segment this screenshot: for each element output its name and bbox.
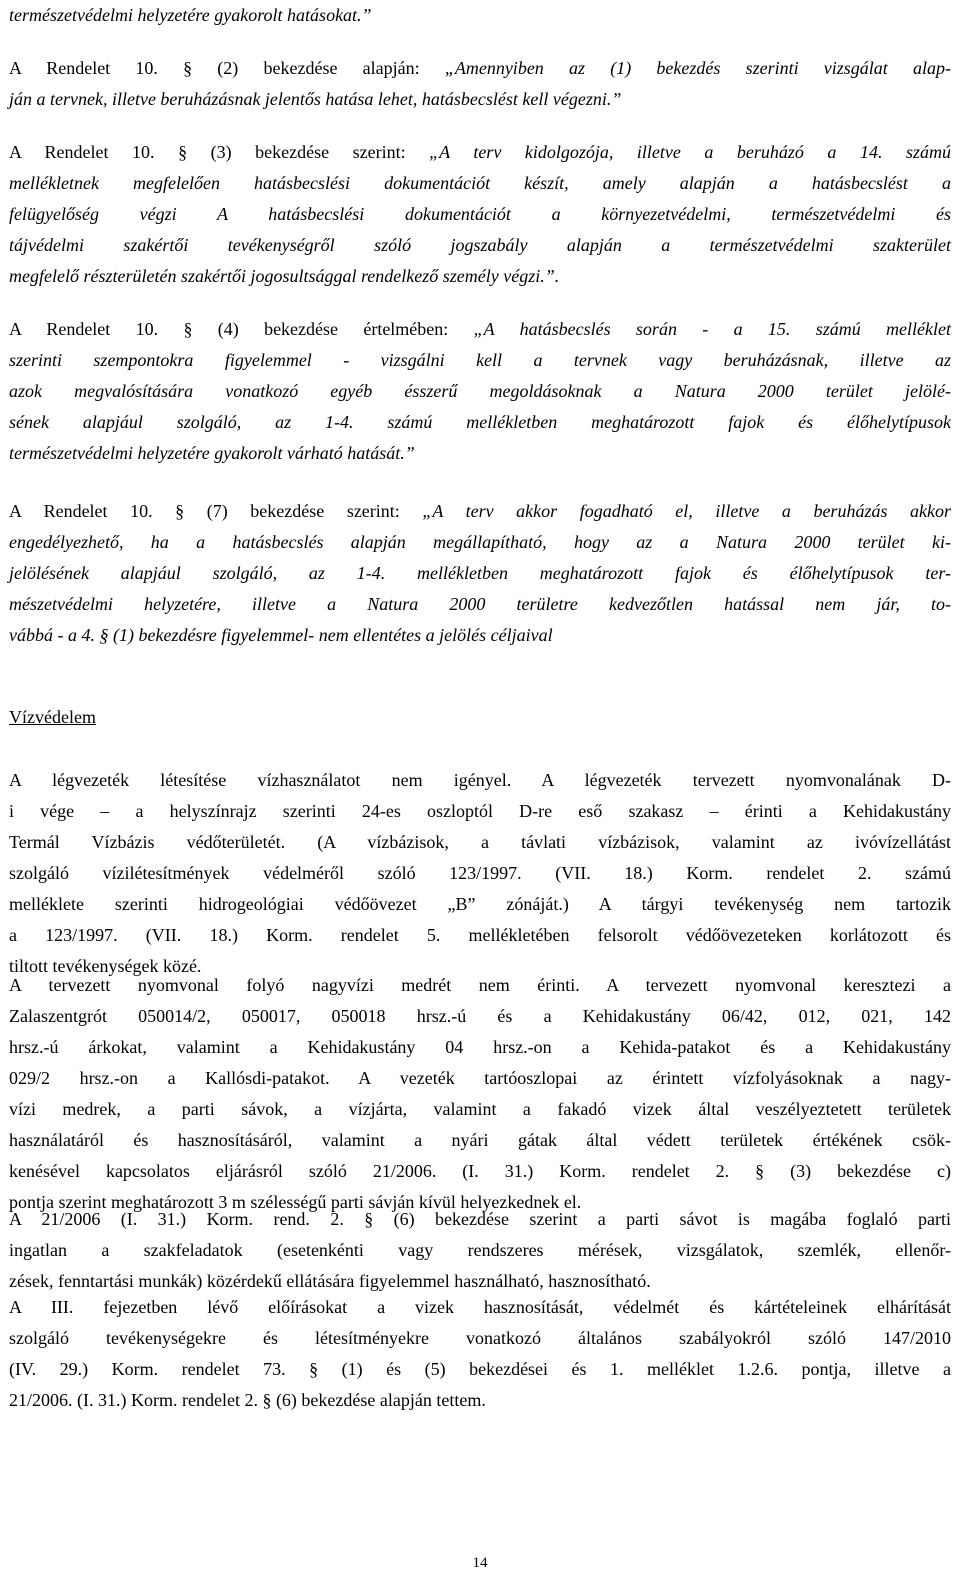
text-line <box>9 589 951 620</box>
text-line <box>9 1292 951 1323</box>
quoted-text: engedélyezhető, ha a hatásbecslés alapján megállapítható, hogy az a Natura 2000 terület ki- <box>9 532 951 552</box>
quoted-text: természetvédelmi helyzetére gyakorolt hatásokat.” <box>9 5 372 25</box>
text-segment: tiltott tevékenységek közé. <box>9 956 202 976</box>
section-heading-vizvedelem: Vízvédelem <box>9 707 96 727</box>
text-line <box>9 1001 951 1032</box>
text-segment: i vége – a helyszínrajz szerinti 24-es oszloptól D-re eső szakasz – érinti a Kehidakustány <box>9 801 951 821</box>
text-line <box>9 920 951 951</box>
text-line <box>9 261 951 292</box>
text-line <box>9 858 951 889</box>
text-line <box>9 1094 951 1125</box>
text-segment: A légvezeték létesítése vízhasználatot nem igényel. A légvezeték tervezett nyomvonalának D- <box>9 770 951 790</box>
text-line <box>9 1323 951 1354</box>
quoted-text: megfelelő részterületén szakértői jogosultsággal rendelkező személy végzi.”. <box>9 266 560 286</box>
text-segment: hrsz.-ú árkokat, valamint a Kehidakustány 04 hrsz.-on a Kehida-patakot és a Kehidakustány <box>9 1037 951 1057</box>
text-line <box>9 1204 951 1235</box>
text-line <box>9 376 951 407</box>
quoted-text: sének alapjául szolgáló, az 1-4. számú mellékletben meghatározott fajok és élőhelytípusok <box>9 412 951 432</box>
text-line <box>9 1032 951 1063</box>
text-segment: kenésével kapcsolatos eljárásról szóló 21/2006. (I. 31.) Korm. rendelet 2. § (3) bekezdése c) <box>9 1161 951 1181</box>
paragraph-vizvedelem-4 <box>9 1292 951 1416</box>
quoted-text: mellékletnek megfelelően hatásbecslési dokumentációt készít, amely alapján a hatásbecslést a <box>9 173 951 193</box>
text-segment: (IV. 29.) Korm. rendelet 73. § (1) és (5) bekezdései és 1. melléklet 1.2.6. pontja, illetve a <box>9 1359 951 1379</box>
text-segment: a 123/1997. (VII. 18.) Korm. rendelet 5. mellékletében felsorolt védőövezeteken korlátozott és <box>9 925 951 945</box>
text-line <box>9 496 951 527</box>
quoted-text: mészetvédelmi helyzetére, illetve a Natura 2000 területre kedvezőtlen hatással nem jár, to- <box>9 594 951 614</box>
quoted-text: természetvédelmi helyzetére gyakorolt várható hatását.” <box>9 443 415 463</box>
text-segment: szolgáló tevékenységekre és létesítményekre vonatkozó általános szabályokról szóló 147/2010 <box>9 1328 951 1348</box>
quoted-text: „A hatásbecslés során - a 15. számú melléklet <box>473 319 951 339</box>
page-number: 14 <box>472 1555 488 1571</box>
paragraph-rendelet-10-2 <box>9 53 951 115</box>
text-segment: A Rendelet 10. § (4) bekezdése értelmében: <box>9 319 474 339</box>
text-segment: 21/2006. (I. 31.) Korm. rendelet 2. § (6) bekezdése alapján tettem. <box>9 1390 486 1410</box>
paragraph-rendelet-10-7 <box>9 496 951 651</box>
quoted-text: jelölésének alapjául szolgáló, az 1-4. mellékletben meghatározott fajok és élőhelytípusok ter- <box>9 563 951 583</box>
text-line <box>9 970 951 1001</box>
text-line <box>9 796 951 827</box>
text-line <box>9 137 951 168</box>
text-line <box>9 168 951 199</box>
quoted-text: „Amennyiben az (1) bekezdés szerinti vizsgálat alap- <box>444 58 951 78</box>
text-segment: A Rendelet 10. § (3) bekezdése szerint: <box>9 142 430 162</box>
text-segment: szolgáló vízilétesítmények védelméről szóló 123/1997. (VII. 18.) Korm. rendelet 2. számú <box>9 863 951 883</box>
text-line <box>9 889 951 920</box>
text-line <box>9 438 951 469</box>
text-segment: használatáról és hasznosításáról, valamint a nyári gátak által védett területek értékének csök- <box>9 1130 951 1150</box>
quoted-text: felügyelőség végzi A hatásbecslési dokumentációt a környezetvédelmi, természetvédelmi és <box>9 204 951 224</box>
text-segment: A tervezett nyomvonal folyó nagyvízi medrét nem érinti. A tervezett nyomvonal keresztezi a <box>9 975 951 995</box>
text-line <box>9 230 951 261</box>
quoted-text: „A terv akkor fogadható el, illetve a beruházás akkor <box>422 501 951 521</box>
text-line <box>9 0 951 31</box>
paragraph-continued <box>9 0 951 31</box>
quoted-text: tájvédelmi szakértői tevékenységről szóló jogszabály alapján a természetvédelmi szakterület <box>9 235 951 255</box>
text-line <box>9 1156 951 1187</box>
paragraph-rendelet-10-4 <box>9 314 951 469</box>
text-line <box>9 53 951 84</box>
text-segment: A 21/2006 (I. 31.) Korm. rend. 2. § (6) bekezdése szerint a parti sávot is magába foglaló parti <box>9 1209 951 1229</box>
text-line <box>9 620 951 651</box>
quoted-text: ján a tervnek, illetve beruházásnak jelentős hatása lehet, hatásbecslést kell végezni.” <box>9 89 622 109</box>
text-line <box>9 1354 951 1385</box>
paragraph-vizvedelem-3 <box>9 1204 951 1297</box>
text-segment: A Rendelet 10. § (2) bekezdése alapján: <box>9 58 445 78</box>
quoted-text: „A terv kidolgozója, illetve a beruházó a 14. számú <box>429 142 951 162</box>
quoted-text: azok megvalósítására vonatkozó egyéb ésszerű megoldásoknak a Natura 2000 terület jelölé- <box>9 381 951 401</box>
paragraph-rendelet-10-3 <box>9 137 951 292</box>
text-line <box>9 527 951 558</box>
quoted-text: szerinti szempontokra figyelemmel - vizsgálni kell a tervnek vagy beruházásnak, illetve az <box>9 350 951 370</box>
text-line <box>9 345 951 376</box>
text-line <box>9 1385 951 1416</box>
text-line <box>9 199 951 230</box>
text-segment: Zalaszentgrót 050014/2, 050017, 050018 hrsz.-ú és a Kehidakustány 06/42, 012, 021, 142 <box>9 1006 951 1026</box>
text-segment: zések, fenntartási munkák) közérdekű ellátására figyelemmel használható, hasznosítható. <box>9 1271 651 1291</box>
text-segment: A III. fejezetben lévő előírásokat a vizek hasznosítását, védelmét és kártételeinek elhárítását <box>9 1297 951 1317</box>
paragraph-vizvedelem-2 <box>9 970 951 1218</box>
text-line <box>9 765 951 796</box>
text-segment: 029/2 hrsz.-on a Kallósdi-patakot. A vezeték tartóoszlopai az érintett vízfolyásoknak a nagy- <box>9 1068 951 1088</box>
text-line <box>9 84 951 115</box>
text-line <box>9 407 951 438</box>
text-segment: pontja szerint meghatározott 3 m szélességű parti sávján kívül helyezkednek el. <box>9 1192 582 1212</box>
text-line <box>9 1125 951 1156</box>
text-line <box>9 314 951 345</box>
text-line <box>9 827 951 858</box>
text-segment: A Rendelet 10. § (7) bekezdése szerint: <box>9 501 423 521</box>
text-segment: Termál Vízbázis védőterületét. (A vízbázisok, a távlati vízbázisok, valamint az ivóvízellátást <box>9 832 951 852</box>
text-segment: melléklete szerinti hidrogeológiai védőövezet „B” zónáját.) A tárgyi tevékenység nem tartozik <box>9 894 951 914</box>
text-line <box>9 1235 951 1266</box>
text-segment: ingatlan a szakfeladatok (esetenkénti vagy rendszeres mérések, vizsgálatok, szemlék, ellenőr- <box>9 1240 951 1260</box>
text-line <box>9 558 951 589</box>
text-line <box>9 1063 951 1094</box>
text-segment: vízi medrek, a parti sávok, a vízjárta, valamint a fakadó vizek által veszélyeztetett területek <box>9 1099 951 1119</box>
paragraph-vizvedelem-1 <box>9 765 951 982</box>
quoted-text: vábbá - a 4. § (1) bekezdésre figyelemmel- nem ellentétes a jelölés céljaival <box>9 625 553 645</box>
